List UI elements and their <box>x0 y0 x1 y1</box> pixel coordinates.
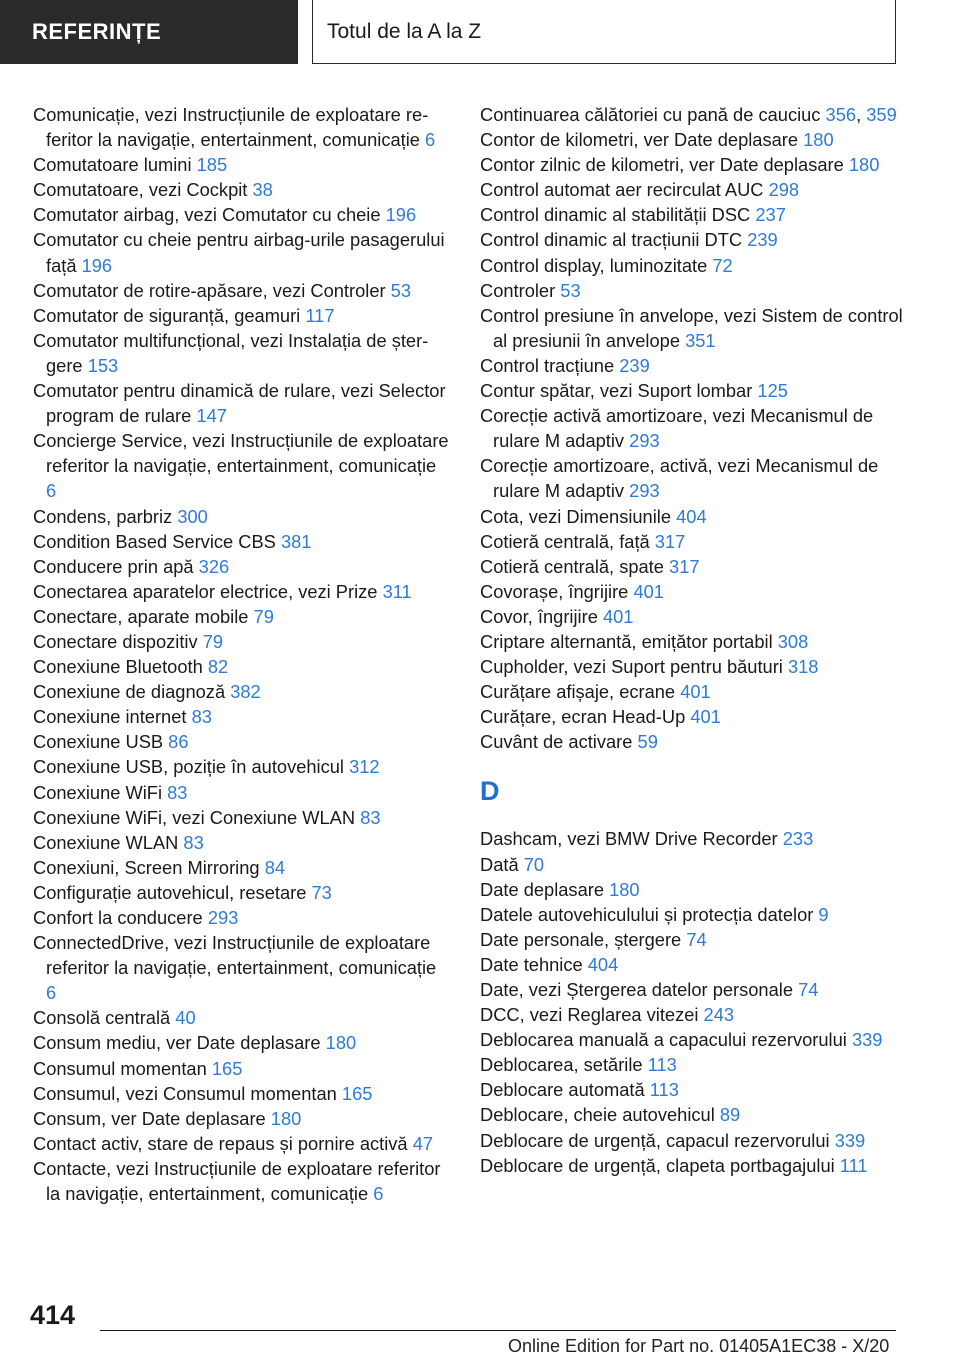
index-entry-text: Covorașe, îngrijire <box>480 580 629 602</box>
index-entry-text: Deblocare de urgență, capacul rezervorului <box>480 1129 830 1151</box>
page-reference-link[interactable]: 339 <box>834 1129 866 1151</box>
index-entry <box>33 1030 451 1055</box>
index-entry <box>480 202 920 227</box>
index-entry-text: Curățare, ecran Head-Up <box>480 706 686 728</box>
page-reference-link[interactable]: 70 <box>523 853 545 875</box>
index-entry-text: Consolă centrală <box>33 1007 171 1029</box>
index-entry <box>480 826 920 851</box>
index-entry-text: Consum, ver Date deplasare <box>33 1107 266 1129</box>
index-entry-text: Contact activ, stare de repaus și pornire activă <box>33 1132 408 1154</box>
index-entry <box>480 1102 920 1127</box>
page-reference-link[interactable]: 86 <box>168 731 189 753</box>
index-entry-text: Comutator cu cheie pentru airbag-urile pasagerului față <box>33 229 445 276</box>
index-entry-text: DCC, vezi Reglarea vitezei <box>480 1004 699 1026</box>
page-reference-link[interactable]: 404 <box>676 505 707 527</box>
index-entry-text: Concierge Service, vezi Instrucțiunile de exploatare referitor la navigație, entertainment, comunicație <box>33 430 449 477</box>
index-entry <box>480 378 920 403</box>
index-entry-text: Contor zilnic de kilometri, ver Date deplasare <box>480 154 844 176</box>
index-entry-text: Date tehnice <box>480 953 583 975</box>
index-entry-text: Comutatoare lumini <box>33 154 192 176</box>
index-entry <box>33 428 451 503</box>
index-entry-text: Conducere prin apă <box>33 555 194 577</box>
index-entry <box>33 303 451 328</box>
index-entry-text: Contacte, vezi Instrucțiunile de exploatare referitor la navigație, entertainment, comunicație <box>33 1157 441 1205</box>
index-entry <box>33 654 451 679</box>
page-reference-link[interactable]: 351 <box>685 329 716 351</box>
index-column-right <box>480 102 920 1178</box>
index-entry <box>33 604 451 629</box>
index-entry <box>33 855 451 880</box>
page-reference-link[interactable]: 317 <box>669 555 700 577</box>
index-entry <box>480 127 920 152</box>
index-entry <box>33 1081 451 1106</box>
index-entry <box>33 529 451 554</box>
index-entry <box>33 102 451 152</box>
index-entry <box>480 227 920 252</box>
index-entry <box>480 679 920 704</box>
page-reference-link[interactable]: 147 <box>196 405 227 427</box>
index-entry-text: Consum mediu, ver Date deplasare <box>33 1032 321 1054</box>
page-reference-link[interactable]: 74 <box>686 928 707 950</box>
index-entry <box>480 177 920 202</box>
page-reference-link[interactable]: 239 <box>619 354 650 376</box>
index-entry-text: Continuarea călătoriei cu pană de cauciuc <box>480 104 821 125</box>
index-entry-text: Comutatoare, vezi Cockpit <box>33 179 248 201</box>
page-reference-link[interactable]: 40 <box>175 1007 196 1029</box>
index-entry-text: Datele autovehiculului și protecția datelor <box>480 903 814 925</box>
index-entry <box>33 1106 451 1131</box>
index-entry-text: Cotieră centrală, față <box>480 530 650 552</box>
index-entry <box>33 780 451 805</box>
index-entry <box>480 1077 920 1102</box>
index-entry-text: Conexiune internet <box>33 706 187 728</box>
page-reference-link[interactable]: 381 <box>280 530 312 552</box>
index-group-c <box>480 102 920 754</box>
index-entry-text: Configurație autovehicul, resetare <box>33 881 307 903</box>
page-reference-link[interactable]: 180 <box>609 878 640 900</box>
page-reference-link[interactable]: 401 <box>633 580 664 602</box>
page-reference-link[interactable]: 382 <box>230 681 261 703</box>
index-entry-text: Covor, îngrijire <box>480 605 598 627</box>
index-entry-text: Deblocare automată <box>480 1079 645 1101</box>
page-reference-link[interactable]: 59 <box>637 731 658 753</box>
page-reference-link[interactable]: 73 <box>311 881 332 903</box>
index-group-d <box>480 826 920 1177</box>
index-entry-text: Cupholder, vezi Suport pentru băuturi <box>480 656 783 678</box>
index-entry <box>480 554 920 579</box>
index-entry <box>480 852 920 877</box>
index-entry <box>33 227 451 277</box>
index-entry-text: Conectarea aparatelor electrice, vezi Prize <box>33 580 378 602</box>
index-entry-text: Conectare dispozitiv <box>33 630 198 652</box>
page-reference-link[interactable]: 180 <box>803 129 834 151</box>
page-number: 414 <box>30 1300 76 1330</box>
page-reference-link[interactable]: 196 <box>81 254 113 276</box>
index-entry-text: Control dinamic al tracțiunii DTC <box>480 229 743 251</box>
index-entry-text: ConnectedDrive, vezi Instrucțiunile de exploatare referitor la navigație, entertainment, comunicație <box>33 932 437 979</box>
page-reference-link[interactable]: 6 <box>373 1183 384 1205</box>
index-entry <box>480 253 920 278</box>
index-entry <box>480 579 920 604</box>
page-reference-link[interactable]: 293 <box>629 430 660 452</box>
index-entry-text: Conexiune WiFi, vezi Conexiune WLAN <box>33 806 356 828</box>
page-header <box>0 0 960 66</box>
index-entry <box>33 880 451 905</box>
index-entry <box>33 328 451 378</box>
page-reference-link[interactable]: 153 <box>87 354 119 376</box>
page-reference-link[interactable]: 312 <box>349 756 380 778</box>
index-entry <box>33 830 451 855</box>
page-reference-link[interactable]: 82 <box>207 656 229 678</box>
index-entry <box>33 579 451 604</box>
page-reference-link[interactable]: 293 <box>207 907 239 928</box>
index-entry <box>480 278 920 303</box>
chapter-title: Totul de la A la Z <box>312 0 896 64</box>
index-entry <box>480 629 920 654</box>
page-reference-link[interactable]: 180 <box>848 154 880 176</box>
page-reference-link[interactable]: 185 <box>196 154 228 176</box>
index-entry <box>480 729 920 754</box>
page-reference-link[interactable]: 84 <box>264 856 286 878</box>
page-reference-link[interactable]: 83 <box>183 831 204 853</box>
index-entry-text: Criptare alternantă, emițător portabil <box>480 630 773 652</box>
page-reference-link[interactable]: 113 <box>647 1054 677 1076</box>
index-entry <box>33 704 451 729</box>
index-entry-text: Deblocarea, setările <box>480 1054 643 1076</box>
page-reference-link[interactable]: 83 <box>191 706 212 728</box>
index-entry <box>33 504 451 529</box>
page-reference-link[interactable]: 243 <box>703 1004 735 1026</box>
index-entry-text: Comutator de rotire-apăsare, vezi Controler <box>33 279 386 301</box>
index-entry-text: Date personale, ștergere <box>480 928 682 950</box>
page-reference-link[interactable]: 401 <box>602 605 634 627</box>
page-reference-link[interactable]: 53 <box>390 279 412 301</box>
index-entry <box>480 952 920 977</box>
index-entry <box>33 679 451 704</box>
page-reference-link[interactable]: 6 <box>46 982 57 1004</box>
index-entry-text: Consumul, vezi Consumul momentan <box>33 1082 337 1104</box>
index-entry <box>33 1156 451 1206</box>
index-entry-text: Conexiune WLAN <box>33 831 179 853</box>
index-entry-text: Comutator airbag, vezi Comutator cu cheie <box>33 204 381 226</box>
index-entry-text: Condens, parbriz <box>33 505 173 527</box>
index-entry <box>480 927 920 952</box>
index-entry-text: Control dinamic al stabilității DSC <box>480 204 751 226</box>
section-tab: REFERINȚE <box>0 0 298 64</box>
index-column-left <box>33 102 451 1206</box>
page-reference-link[interactable]: 9 <box>818 903 829 925</box>
index-entry <box>480 1027 920 1052</box>
index-entry <box>33 278 451 303</box>
index-entry <box>480 529 920 554</box>
page-reference-link[interactable]: 401 <box>680 681 711 703</box>
page-reference-link[interactable]: 79 <box>202 630 224 652</box>
page-reference-link[interactable]: 79 <box>253 605 274 627</box>
page-reference-link[interactable]: 38 <box>252 179 273 201</box>
index-entry-text: Dată <box>480 853 519 875</box>
page-reference-link[interactable]: 165 <box>341 1082 373 1104</box>
index-entry <box>33 905 451 930</box>
index-entry-text: Comutator de siguranță, geamuri <box>33 304 301 326</box>
index-entry <box>33 1131 451 1156</box>
index-entry-text: Conexiuni, Screen Mirroring <box>33 856 260 878</box>
index-entry <box>480 977 920 1002</box>
index-entry-text: Confort la conducere <box>33 907 203 928</box>
page-reference-link[interactable]: 113 <box>649 1079 679 1101</box>
index-entry-text: Consumul momentan <box>33 1057 207 1079</box>
index-entry-text: Date, vezi Ștergerea datelor personale <box>480 979 793 1000</box>
index-entry-text: Condition Based Service CBS <box>33 530 276 552</box>
index-entry <box>33 152 451 177</box>
index-entry-text: Cota, vezi Dimensiunile <box>480 505 672 527</box>
page-reference-link[interactable]: 311 <box>382 580 412 602</box>
page-reference-link[interactable]: 356 <box>825 104 857 125</box>
index-entry-text: Conexiune WiFi <box>33 781 163 803</box>
index-entry <box>33 202 451 227</box>
index-entry <box>33 930 451 1005</box>
page-reference-link[interactable]: 165 <box>211 1057 243 1079</box>
index-entry-text: Deblocare, cheie autovehicul <box>480 1104 715 1126</box>
index-entry-text: Conectare, aparate mobile <box>33 605 249 627</box>
index-entry <box>33 554 451 579</box>
index-entry <box>480 1153 920 1178</box>
page-reference-link[interactable]: 196 <box>385 204 417 226</box>
index-entry <box>33 1005 451 1030</box>
page-reference-link[interactable]: 401 <box>690 706 721 728</box>
index-entry-text: Date deplasare <box>480 878 604 900</box>
index-entry-text: Control presiune în anvelope, vezi Sistem de control al presiunii în anvelope <box>480 304 903 351</box>
index-entry <box>480 902 920 927</box>
index-entry <box>33 754 451 779</box>
page-reference-link[interactable]: 53 <box>560 279 581 301</box>
index-entry <box>480 1128 920 1153</box>
index-entry-text: Corecție amortizoare, activă, vezi Mecanismul de rulare M adaptiv <box>480 455 879 502</box>
index-entry-text: Deblocarea manuală a capacului rezervorului <box>480 1029 847 1051</box>
page-reference-link[interactable]: 339 <box>851 1029 883 1051</box>
footer-divider <box>100 1330 896 1331</box>
page-reference-link[interactable]: 180 <box>325 1032 357 1054</box>
index-entry-text: Control tracțiune <box>480 354 615 376</box>
index-entry <box>33 729 451 754</box>
index-entry <box>480 604 920 629</box>
index-entry <box>33 177 451 202</box>
index-entry-text: Comutator pentru dinamică de rulare, vezi Selector program de rulare <box>33 380 446 427</box>
index-entry-text: Deblocare de urgență, clapeta portbagajului <box>480 1154 835 1176</box>
index-entry-text: Comutator multifuncțional, vezi Instalația de ștergere <box>33 329 429 376</box>
index-entry-text: Dashcam, vezi BMW Drive Recorder <box>480 828 778 850</box>
index-entry <box>480 152 920 177</box>
index-entry-text: Conexiune USB <box>33 731 164 753</box>
page-reference-link[interactable]: 117 <box>305 304 335 326</box>
index-entry-text: Conexiune USB, poziție în autovehicul <box>33 756 344 778</box>
index-entry-text: Curățare afișaje, ecrane <box>480 681 676 703</box>
index-entry <box>480 1002 920 1027</box>
page-reference-link[interactable]: 298 <box>768 179 800 201</box>
page-reference-link[interactable]: 47 <box>412 1132 434 1154</box>
index-entry-text: Contor de kilometri, ver Date deplasare <box>480 129 799 151</box>
page-reference-link[interactable]: 111 <box>839 1154 868 1176</box>
page-reference-link[interactable]: 125 <box>757 380 788 402</box>
index-entry-text: Corecție activă amortizoare, vezi Mecanismul de rulare M adaptiv <box>480 405 874 452</box>
index-entry-text: Cuvânt de activare <box>480 731 633 753</box>
index-entry <box>33 805 451 830</box>
index-entry <box>480 453 920 503</box>
page-reference-link[interactable]: 89 <box>719 1104 741 1126</box>
page-reference-link[interactable]: 233 <box>782 828 814 850</box>
index-entry <box>33 378 451 428</box>
index-entry-text: Controler <box>480 279 556 301</box>
index-entry: Continuarea călătoriei cu pană de cauciuc 356, 359 <box>480 104 897 125</box>
index-entry-text: Comunicație, vezi Instrucțiunile de exploatare referitor la navigație, entertainment, comunicație <box>33 104 429 151</box>
page-reference-link[interactable]: 318 <box>787 656 819 678</box>
index-entry-text: Control display, luminozitate <box>480 254 708 276</box>
index-entry <box>480 877 920 902</box>
page-reference-link[interactable]: 83 <box>360 806 381 828</box>
page-reference-link[interactable]: 72 <box>712 254 733 276</box>
footer-edition: Online Edition for Part no. 01405A1EC38 - X/20 <box>508 1336 890 1356</box>
page-reference-link[interactable]: 308 <box>777 630 809 652</box>
index-entry <box>480 403 920 453</box>
index-entry <box>480 303 920 353</box>
page-reference-link[interactable]: 180 <box>270 1107 302 1129</box>
index-entry <box>480 654 920 679</box>
index-entry <box>480 704 920 729</box>
index-entry-text: Contur spătar, vezi Suport lombar <box>480 380 753 402</box>
page-reference-link[interactable]: 359 <box>866 104 897 125</box>
page-reference-link[interactable]: 6 <box>425 129 436 151</box>
index-entry <box>480 504 920 529</box>
index-entry <box>480 1052 920 1077</box>
page-reference-link[interactable]: 237 <box>755 204 786 226</box>
page-reference-link[interactable]: 239 <box>747 229 778 251</box>
index-entry-text: Conexiune de diagnoză <box>33 681 226 703</box>
index-entry-text: Conexiune Bluetooth <box>33 656 203 678</box>
page-reference-link[interactable]: 317 <box>654 530 686 552</box>
page-reference-link[interactable]: 293 <box>629 480 660 502</box>
page-reference-link[interactable]: 326 <box>198 555 230 577</box>
index-entry <box>480 353 920 378</box>
page-reference-link[interactable]: 74 <box>798 979 819 1000</box>
page-reference-link[interactable]: 300 <box>177 505 208 527</box>
index-entry <box>33 629 451 654</box>
section-letter: D <box>480 776 500 807</box>
page-reference-link[interactable]: 83 <box>167 781 188 803</box>
index-entry-text: Cotieră centrală, spate <box>480 555 664 577</box>
page-reference-link[interactable]: 404 <box>587 953 619 975</box>
page-reference-link[interactable]: 6 <box>46 480 57 502</box>
index-entry-text: Control automat aer recirculat AUC <box>480 179 764 201</box>
index-entry <box>33 1056 451 1081</box>
